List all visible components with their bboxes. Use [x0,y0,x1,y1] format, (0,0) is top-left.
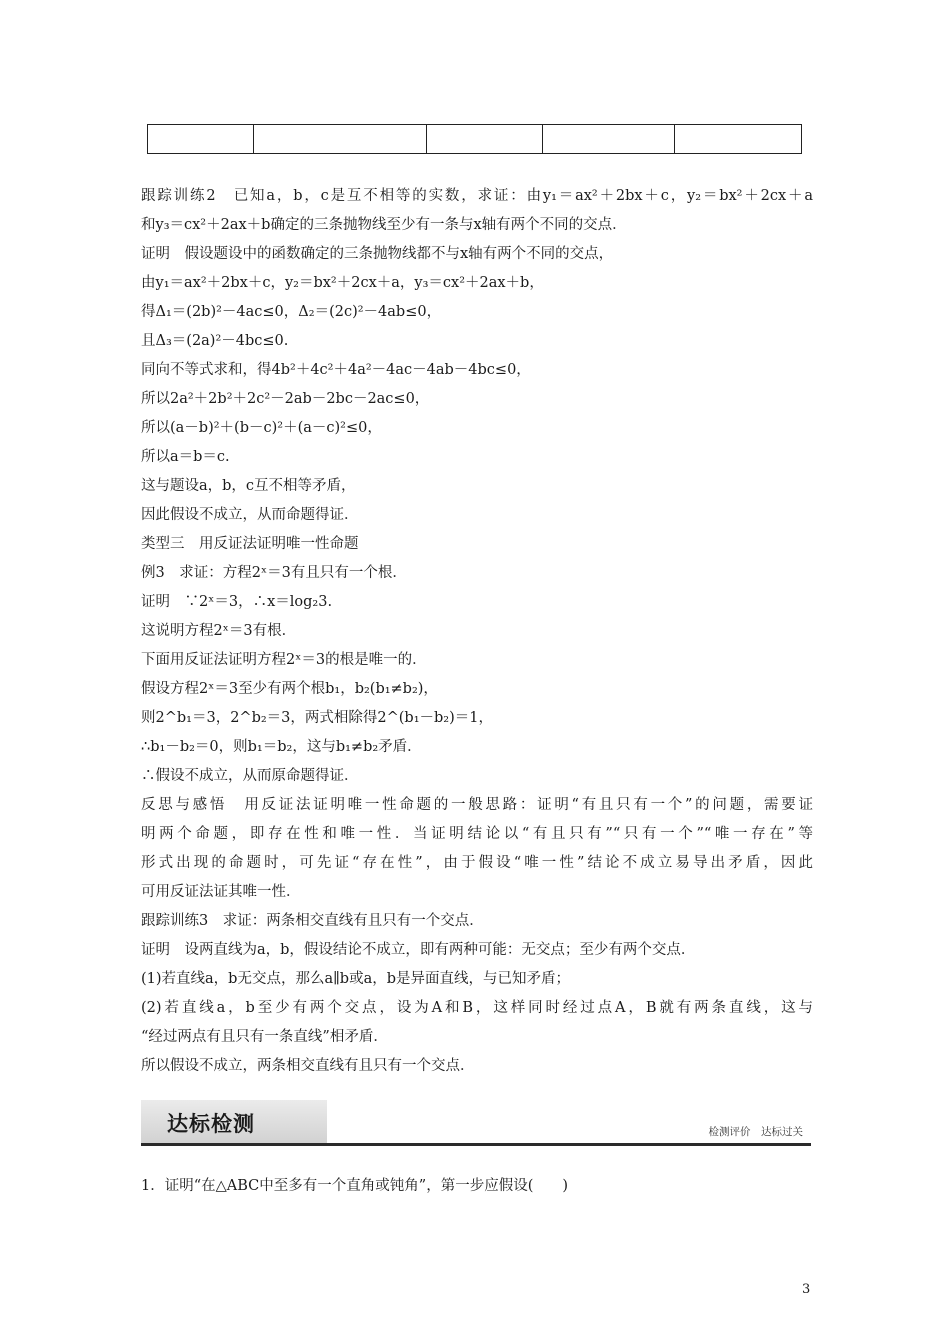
text-line: ∴b₁－b₂＝0，则b₁＝b₂，这与b₁≠b₂矛盾． [141,739,422,755]
section-subtitle: 检测评价 达标过关 [708,1126,803,1138]
text-line: 且Δ₃＝(2a)²－4bc≤0. [141,333,289,349]
text-line: 得Δ₁＝(2b)²－4ac≤0，Δ₂＝(2c)²－4ab≤0， [141,304,442,320]
text-line: 证明 ∵2ˣ＝3，∴x＝log₂3. [141,594,333,610]
text-line: 因此假设不成立，从而命题得证． [141,507,359,523]
text-line: (1)若直线a，b无交点，那么a∥b或a，b是异面直线，与已知矛盾； [141,971,571,987]
section-header [141,1100,811,1146]
text-line: 可用反证法证其唯一性． [141,884,301,900]
text-line: (2)若直线a，b至少有两个交点，设为A和B，这样同时经过点A，B就有两条直线，这与 [141,1000,813,1016]
text-line: 所以(a－b)²＋(b－c)²＋(a－c)²≤0， [141,420,382,436]
text-line: 所以假设不成立，两条相交直线有且只有一个交点． [141,1058,475,1074]
section-heading: 类型三 用反证法证明唯一性命题 [141,536,359,552]
text-line: 明两个命题，即存在性和唯一性．当证明结论以“有且只有”“只有一个”“唯一存在”等 [141,826,813,842]
text-line: “经过两点有且只有一条直线”相矛盾． [141,1029,388,1045]
text-line: ∴假设不成立，从而原命题得证． [141,768,359,784]
page-number: 3 [802,1282,811,1297]
table-cell [543,125,675,154]
text-line: 所以a＝b＝c. [141,449,230,465]
example-heading: 例3 求证：方程2ˣ＝3有且只有一个根． [141,565,407,581]
text-line: 反思与感悟 用反证法证明唯一性命题的一般思路：证明“有且只有一个”的问题，需要证 [141,797,813,813]
table-cell [254,125,427,154]
text-line: 形式出现的命题时，可先证“存在性”，由于假设“唯一性”结论不成立易导出矛盾，因此 [141,855,813,871]
text-line: 和y₃＝cx²＋2ax＋b确定的三条抛物线至少有一条与x轴有两个不同的交点． [141,217,627,233]
text-line: 跟踪训练2 已知a，b，c是互不相等的实数，求证：由y₁＝ax²＋2bx＋c，y₂＝bx²＋2cx＋a [141,188,813,204]
question-1: 1．证明“在△ABC中至多有一个直角或钝角”，第一步应假设( ) [141,1178,569,1194]
document-body [141,182,813,1081]
top-table [147,124,802,154]
text-line: 则2^b₁＝3，2^b₂＝3，两式相除得2^(b₁－b₂)＝1， [141,710,493,726]
text-line: 同向不等式求和，得4b²＋4c²＋4a²－4ac－4ab－4bc≤0， [141,362,531,378]
section-title: 达标检测 [167,1112,255,1136]
table-cell [675,125,802,154]
text-line: 这与题设a，b，c互不相等矛盾， [141,478,356,494]
text-line: 所以2a²＋2b²＋2c²－2ab－2bc－2ac≤0， [141,391,430,407]
section-header-rule [141,1143,811,1146]
text-line: 证明 假设题设中的函数确定的三条抛物线都不与x轴有两个不同的交点， [141,246,614,262]
text-line: 下面用反证法证明方程2ˣ＝3的根是唯一的． [141,652,427,668]
table-cell [148,125,254,154]
table-cell [427,125,543,154]
text-line: 假设方程2ˣ＝3至少有两个根b₁，b₂(b₁≠b₂)， [141,681,438,697]
text-line: 由y₁＝ax²＋2bx＋c，y₂＝bx²＋2cx＋a，y₃＝cx²＋2ax＋b， [141,275,544,291]
text-line: 跟踪训练3 求证：两条相交直线有且只有一个交点． [141,913,484,929]
text-line: 这说明方程2ˣ＝3有根． [141,623,297,639]
text-line: 证明 设两直线为a，b，假设结论不成立，即有两种可能：无交点；至少有两个交点． [141,942,696,958]
